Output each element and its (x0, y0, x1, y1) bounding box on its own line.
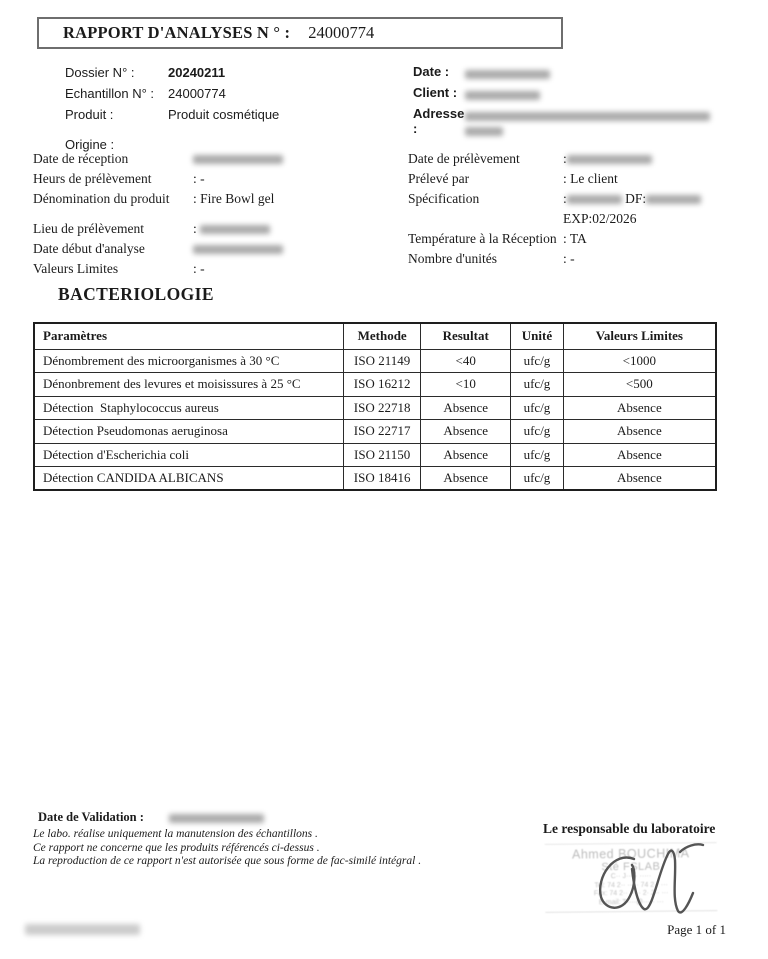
detail-row: Nombre d'unités : - (408, 251, 575, 266)
table-cell: Absence (421, 396, 511, 420)
stamp-fax: Fax: 74 2·· ··· · 2· 2·· ··· (593, 889, 669, 898)
table-cell: ISO 21149 (344, 349, 421, 373)
detail-row: Heurs de prélèvement : - (33, 171, 205, 186)
echantillon-label: Echantillon N° : (65, 86, 155, 101)
disclaimer-block (33, 828, 421, 869)
echantillon-row (65, 83, 395, 104)
dossier-label: Dossier N° : (65, 65, 135, 80)
disclaimer-line: Le labo. réalise uniquement la manutension des échantillons . (33, 828, 318, 840)
redacted-date-debut (193, 245, 283, 254)
adresse-row (413, 104, 743, 138)
table-row (34, 443, 716, 467)
table-cell: Absence (421, 420, 511, 444)
bacteriologie-table (33, 322, 717, 491)
dossier-row (65, 62, 395, 83)
table-cell: Dénombrement des microorganismes à 30 °C (34, 349, 344, 373)
date-label: Date : (413, 64, 450, 79)
table-cell: ufc/g (511, 443, 564, 467)
adresse-label: Adresse : (413, 106, 465, 136)
echantillon-value: 24000774 (168, 86, 226, 101)
detail-row: Dénomination du produit : Fire Bowl gel (33, 191, 275, 206)
table-row (34, 420, 716, 444)
table-header-cell: Paramètres (34, 323, 344, 349)
redacted-date (465, 70, 550, 79)
validation-label: Date de Validation : (38, 810, 144, 824)
client-info-block (413, 62, 743, 138)
detail-row: Température à la Réception : TA (408, 231, 587, 246)
section-title-bacteriologie: BACTERIOLOGIE (58, 284, 214, 304)
table-cell: Absence (421, 467, 511, 491)
specification-exp: EXP:02/2026 (563, 211, 637, 226)
redacted-lieu (200, 225, 270, 234)
details-right-block (408, 149, 758, 269)
table-header-cell: Unité (511, 323, 564, 349)
redacted-specification-1 (567, 195, 622, 204)
table-cell: ufc/g (511, 396, 564, 420)
stamp-email: E-mail: T····@····· ··· (598, 898, 664, 906)
detail-row: Date de réception (33, 149, 398, 169)
detail-row: Lieu de prélèvement : (33, 219, 398, 239)
report-header-box (37, 17, 563, 49)
report-number: 24000774 (308, 23, 375, 42)
stamp-name: Ahmed BOUCHIMA (571, 846, 690, 862)
table-cell: Détection Staphylococcus aureus (34, 396, 344, 420)
responsable-label: Le responsable du laboratoire (543, 821, 716, 836)
table-row (34, 467, 716, 491)
details-left-block (33, 149, 398, 279)
produit-row (65, 104, 395, 125)
table-cell: ISO 21150 (344, 443, 421, 467)
table-cell: ISO 16212 (344, 373, 421, 397)
detail-row: Valeurs Limites : - (33, 261, 205, 276)
signature-scribble (572, 823, 722, 923)
table-cell: ufc/g (511, 349, 564, 373)
stamp-tel: Tel: 74 2·· ··· · 74 2·· ··· (594, 881, 668, 889)
table-cell: Absence (563, 396, 716, 420)
table-cell: ufc/g (511, 373, 564, 397)
table-header-cell: Resultat (421, 323, 511, 349)
validation-row (38, 810, 264, 825)
client-row (413, 83, 743, 104)
produit-label: Produit : (65, 107, 114, 122)
detail-row: Prélevé par : Le client (408, 171, 618, 186)
table-cell: ISO 18416 (344, 467, 421, 491)
disclaimer-line: Ce rapport ne concerne que les produits référencés ci-dessus . (33, 841, 320, 854)
redacted-adresse-line2 (465, 127, 503, 136)
redacted-specification-2 (646, 195, 701, 204)
table-cell: Détection CANDIDA ALBICANS (34, 467, 344, 491)
table-cell: Détection Pseudomonas aeruginosa (34, 420, 344, 444)
dossier-value: 20240211 (168, 65, 226, 80)
table-header-cell: Valeurs Limites (563, 323, 716, 349)
redacted-adresse-line1 (465, 112, 710, 121)
detail-row: Date début d'analyse (33, 239, 398, 259)
table-cell: <500 (563, 373, 716, 397)
produit-value: Produit cosmétique (168, 107, 280, 122)
redacted-date-prelevement (567, 155, 652, 164)
stamp-company: Sté FSLAB (601, 860, 661, 874)
table-cell: Détection d'Escherichia coli (34, 443, 344, 467)
spacer (33, 209, 398, 219)
date-row (413, 62, 743, 83)
redacted-footer-code (25, 924, 140, 935)
stamp-address: C·· J····· ····· (610, 872, 652, 881)
table-cell: Absence (563, 443, 716, 467)
table-row (34, 349, 716, 373)
table-header-cell: Methode (344, 323, 421, 349)
disclaimer-line: La reproduction de ce rapport n'est autorisée que sous forme de fac-similé intégral . (33, 855, 422, 867)
report-title: RAPPORT D'ANALYSES N ° : (63, 23, 291, 42)
detail-row: Spécification : DF: EXP:02/2026 (408, 189, 758, 229)
client-label: Client : (413, 85, 458, 100)
table-cell: Dénonbrement des levures et moisissures à 25 °C (34, 373, 344, 397)
table-cell: ISO 22717 (344, 420, 421, 444)
results-table-wrap (33, 322, 717, 491)
origine-label: Origine : (65, 137, 115, 152)
table-cell: <1000 (563, 349, 716, 373)
table-row (34, 373, 716, 397)
table-cell: ISO 22718 (344, 396, 421, 420)
redacted-date-reception (193, 155, 283, 164)
table-cell: Absence (563, 420, 716, 444)
table-row (34, 396, 716, 420)
table-cell: ufc/g (511, 420, 564, 444)
table-cell: Absence (421, 443, 511, 467)
table-header-row (34, 323, 716, 349)
redacted-client (465, 91, 540, 100)
detail-row: Date de prélèvement : (408, 149, 758, 169)
table-cell: <10 (421, 373, 511, 397)
redacted-validation-date (169, 814, 264, 823)
table-cell: Absence (563, 467, 716, 491)
table-cell: ufc/g (511, 467, 564, 491)
page-number: Page 1 of 1 (667, 922, 726, 937)
file-info-block (65, 62, 395, 155)
table-cell: <40 (421, 349, 511, 373)
